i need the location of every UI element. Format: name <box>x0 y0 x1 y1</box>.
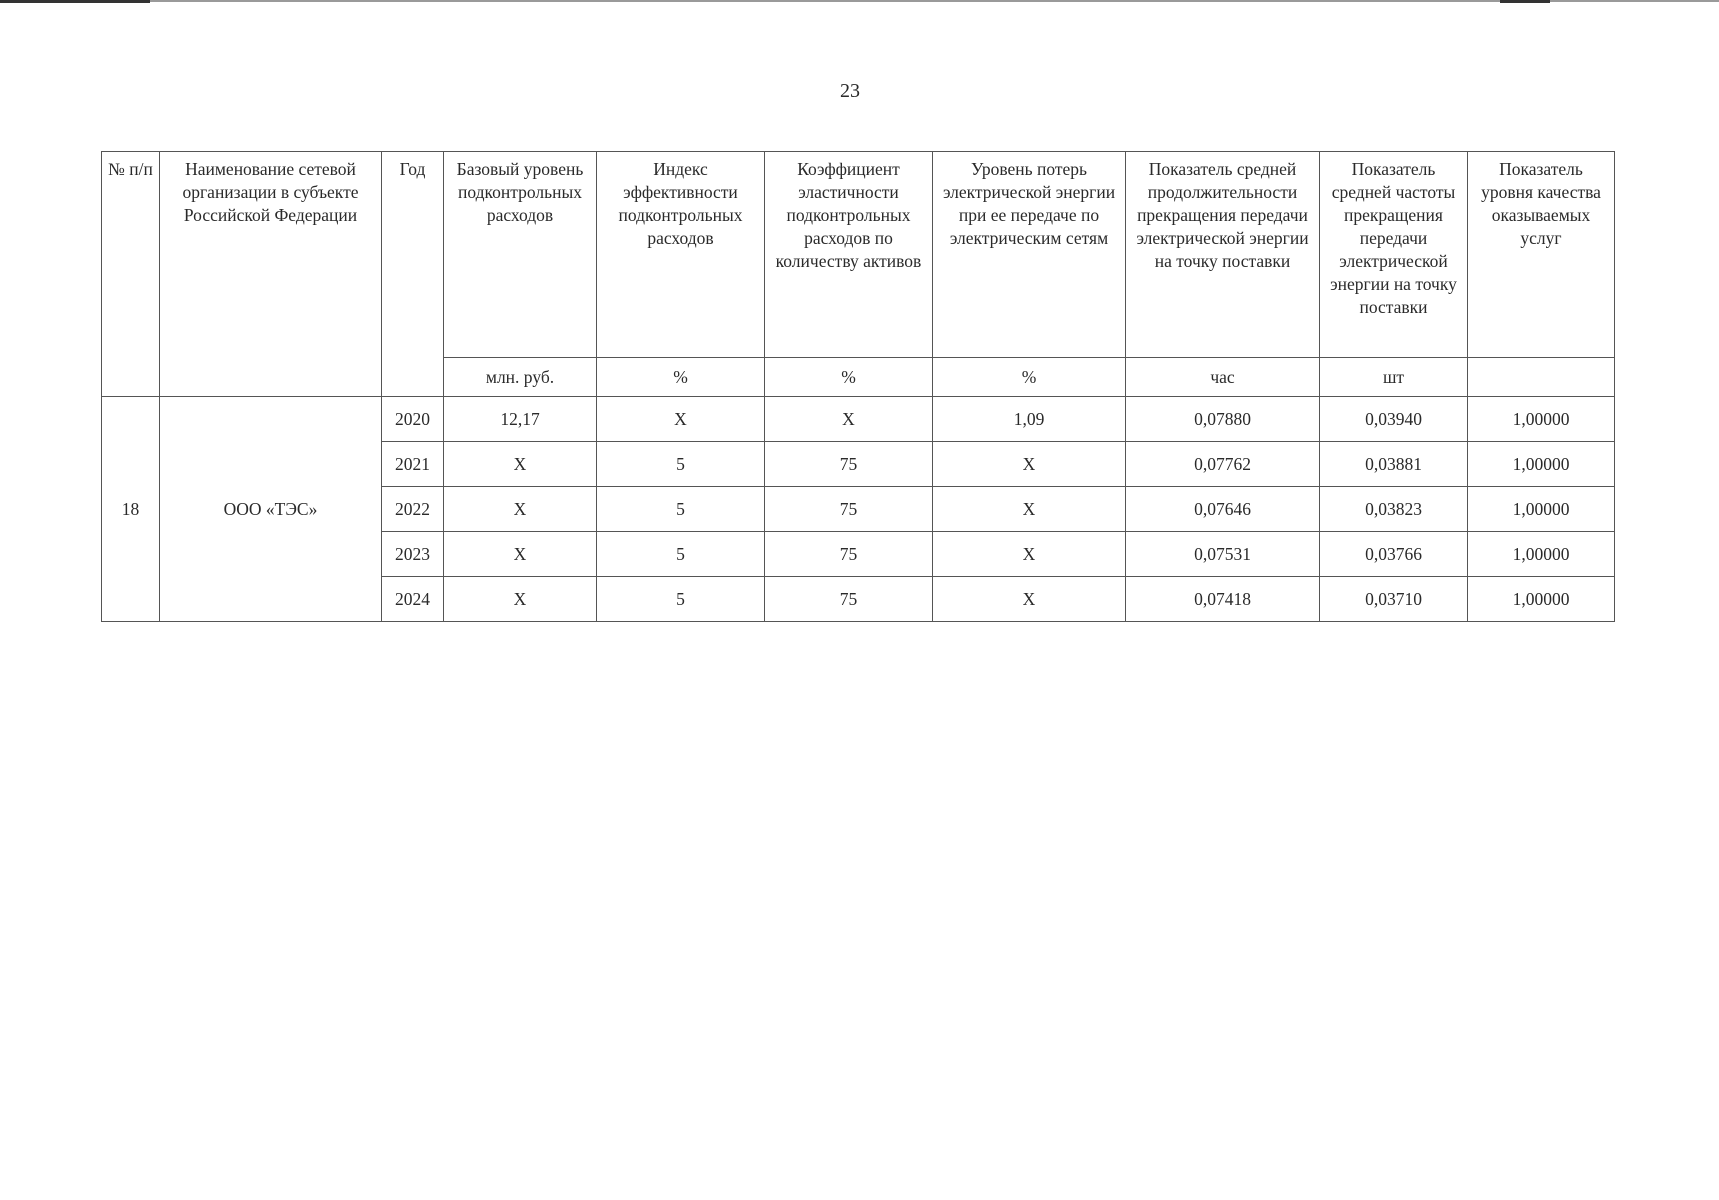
data-cell: X <box>444 577 597 622</box>
data-cell: 75 <box>765 487 933 532</box>
header-energy-losses: Уровень потерь электрической энергии при ее передаче по электрическим сетям <box>933 152 1126 358</box>
data-cell: 0,07880 <box>1126 397 1320 442</box>
header-base-expenses: Базовый уровень подконтрольных расходов <box>444 152 597 358</box>
unit-cell: час <box>1126 358 1320 397</box>
header-year: Год <box>382 152 444 397</box>
year-cell: 2022 <box>382 487 444 532</box>
table-header-row <box>102 152 1615 358</box>
data-cell: 1,00000 <box>1468 577 1615 622</box>
data-cell: X <box>933 442 1126 487</box>
data-cell: 0,03940 <box>1320 397 1468 442</box>
data-cell: 0,03710 <box>1320 577 1468 622</box>
year-cell: 2020 <box>382 397 444 442</box>
unit-cell: шт <box>1320 358 1468 397</box>
data-cell: X <box>933 532 1126 577</box>
indicators-table <box>101 151 1615 622</box>
data-cell: 5 <box>597 442 765 487</box>
data-cell: X <box>933 487 1126 532</box>
header-elasticity-coefficient: Коэффициент эластичности подконтрольных расходов по количеству активов <box>765 152 933 358</box>
unit-cell: % <box>597 358 765 397</box>
data-cell: 5 <box>597 487 765 532</box>
year-cell: 2021 <box>382 442 444 487</box>
header-number: № п/п <box>102 152 160 397</box>
data-cell: X <box>765 397 933 442</box>
data-cell: 75 <box>765 442 933 487</box>
unit-cell: % <box>933 358 1126 397</box>
unit-cell: млн. руб. <box>444 358 597 397</box>
data-cell: 1,00000 <box>1468 442 1615 487</box>
data-cell: X <box>444 487 597 532</box>
data-cell: 0,03766 <box>1320 532 1468 577</box>
header-interruption-duration: Показатель средней продолжительности прекращения передачи электрической энергии на точку поставки <box>1126 152 1320 358</box>
organization-name-cell: ООО «ТЭС» <box>160 397 382 622</box>
data-cell: X <box>444 442 597 487</box>
scan-edge-mark <box>1500 0 1550 3</box>
data-cell: 1,00000 <box>1468 397 1615 442</box>
data-cell: 5 <box>597 532 765 577</box>
data-cell: 75 <box>765 532 933 577</box>
year-cell: 2023 <box>382 532 444 577</box>
unit-cell: % <box>765 358 933 397</box>
table-row <box>102 397 1615 442</box>
header-interruption-frequency: Показатель средней частоты прекращения передачи электрической энергии на точку поставки <box>1320 152 1468 358</box>
data-cell: 0,03823 <box>1320 487 1468 532</box>
data-cell: X <box>444 532 597 577</box>
unit-cell <box>1468 358 1615 397</box>
header-organization: Наименование сетевой организации в субъекте Российской Федерации <box>160 152 382 397</box>
data-cell: 0,07418 <box>1126 577 1320 622</box>
data-cell: 1,09 <box>933 397 1126 442</box>
data-cell: X <box>597 397 765 442</box>
data-cell: 12,17 <box>444 397 597 442</box>
data-cell: 0,07646 <box>1126 487 1320 532</box>
header-efficiency-index: Индекс эффективности подконтрольных расходов <box>597 152 765 358</box>
data-cell: 1,00000 <box>1468 532 1615 577</box>
data-cell: 1,00000 <box>1468 487 1615 532</box>
header-service-quality: Показатель уровня качества оказываемых услуг <box>1468 152 1615 358</box>
data-cell: 0,03881 <box>1320 442 1468 487</box>
year-cell: 2024 <box>382 577 444 622</box>
data-cell: X <box>933 577 1126 622</box>
data-cell: 0,07531 <box>1126 532 1320 577</box>
scan-edge-line <box>0 0 1719 2</box>
data-cell: 0,07762 <box>1126 442 1320 487</box>
data-cell: 5 <box>597 577 765 622</box>
page-number: 23 <box>840 80 860 102</box>
row-number-cell: 18 <box>102 397 160 622</box>
data-cell: 75 <box>765 577 933 622</box>
scan-edge-mark <box>0 0 150 3</box>
